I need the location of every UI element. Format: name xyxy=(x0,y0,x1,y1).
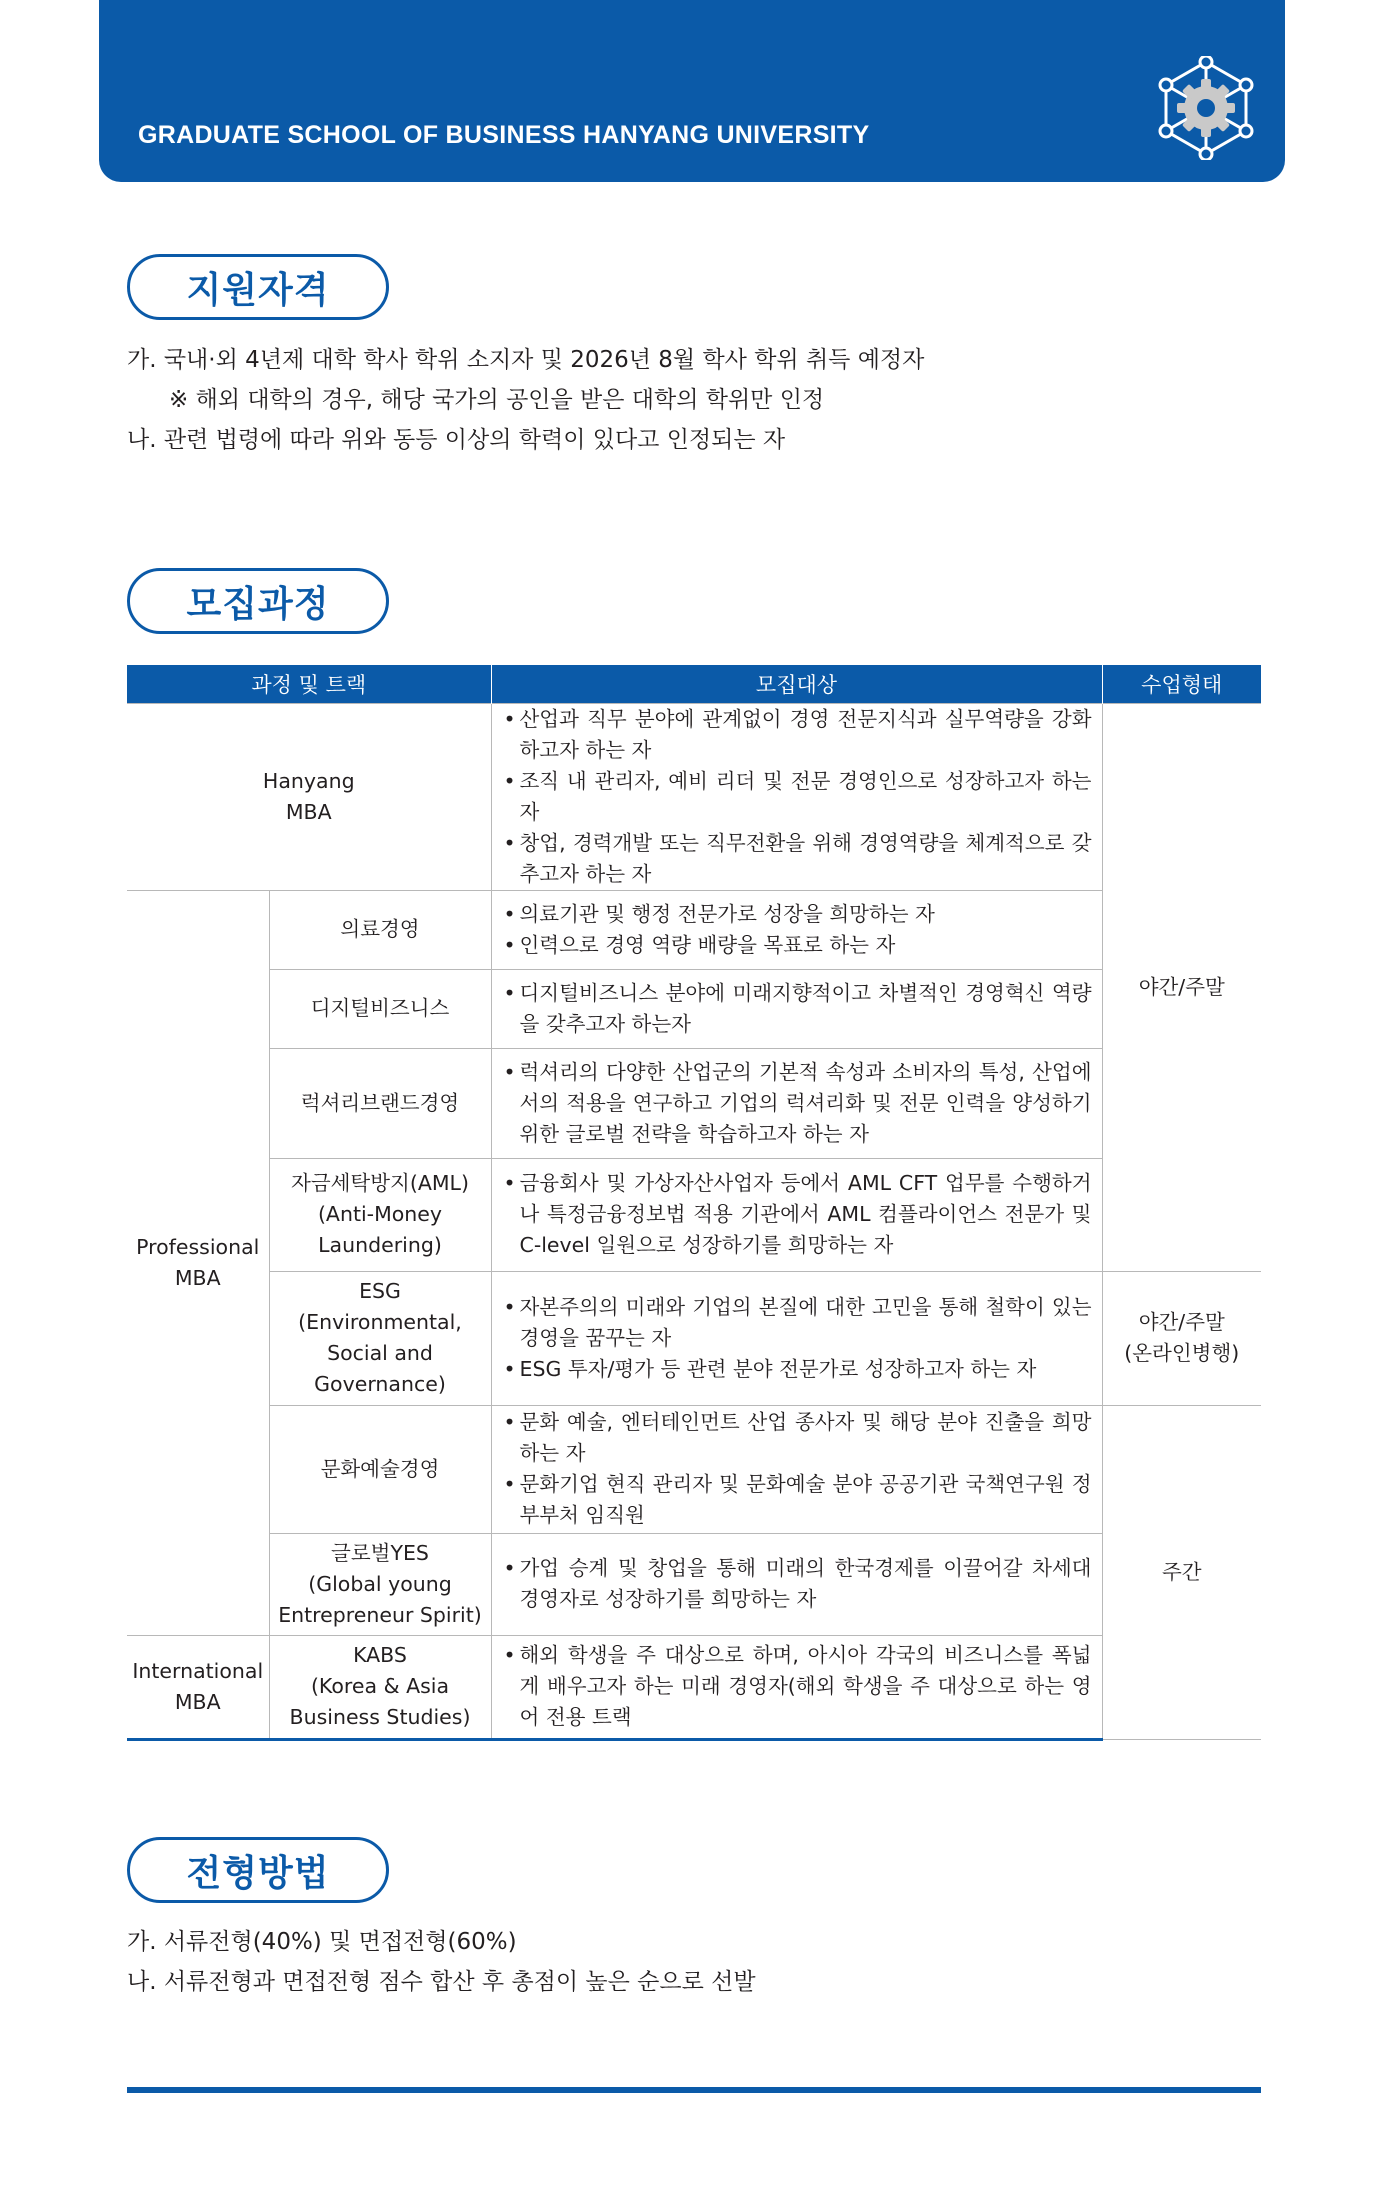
track-cell: 의료경영 xyxy=(269,890,491,969)
section-title-eligibility xyxy=(127,254,389,320)
header-course-track: 과정 및 트랙 xyxy=(127,665,491,703)
section-title-programs xyxy=(127,568,389,634)
table-row xyxy=(127,1635,1261,1739)
eligibility-line-a: 가. 국내·외 4년제 대학 학사 학위 소지자 및 2026년 8월 학사 학위 취득 예정자 xyxy=(127,347,925,373)
target-cell: • 해외 학생을 주 대상으로 하며, 아시아 각국의 비즈니스를 폭넓게 배우고자 하는 미래 경영자(해외 학생을 주 대상으로 하는 영어 전용 트랙 xyxy=(491,1635,1102,1739)
selection-text xyxy=(127,1922,756,2002)
target-cell: • 산업과 직무 분야에 관계없이 경영 전문지식과 실무역량을 강화하고자 하는 자 • 조직 내 관리자, 예비 리더 및 전문 경영인으로 성장하고자 하는 자 • 창업, 경력개발 또는 직무전환을 위해 경영역량을 체계적으로 갖추고자 하는 자 xyxy=(491,703,1102,890)
table-row xyxy=(127,1533,1261,1635)
target-cell: • 의료기관 및 행정 전문가로 성장을 희망하는 자 • 인력으로 경영 역량 배량을 목표로 하는 자 xyxy=(491,890,1102,969)
format-daytime: 주간 xyxy=(1102,1405,1261,1739)
program-professional-mba: Professional MBA xyxy=(127,890,269,1635)
track-cell: ESG (Environmental, Social and Governance) xyxy=(269,1271,491,1405)
selection-line-b: 나. 서류전형과 면접전형 점수 합산 후 총점이 높은 순으로 선발 xyxy=(127,1969,756,1995)
eligibility-line-b: 나. 관련 법령에 따라 위와 동등 이상의 학력이 있다고 인정되는 자 xyxy=(127,427,786,453)
selection-line-a: 가. 서류전형(40%) 및 면접전형(60%) xyxy=(127,1929,517,1955)
track-cell: 디지털비즈니스 xyxy=(269,969,491,1048)
table-header-row xyxy=(127,665,1261,703)
programs-table xyxy=(127,665,1261,1741)
table-row xyxy=(127,1158,1261,1271)
table-row xyxy=(127,703,1261,890)
track-cell: KABS (Korea & Asia Business Studies) xyxy=(269,1635,491,1739)
track-cell: 럭셔리브랜드경영 xyxy=(269,1048,491,1158)
table-row xyxy=(127,890,1261,969)
target-cell: • 문화 예술, 엔터테인먼트 산업 종사자 및 해당 분야 진출을 희망하는 자 • 문화기업 현직 관리자 및 문화예술 분야 공공기관 국책연구원 정부부처 임직원 xyxy=(491,1405,1102,1533)
track-cell: 문화예술경영 xyxy=(269,1405,491,1533)
gear-network-icon xyxy=(1154,56,1258,160)
track-cell: 자금세탁방지(AML) (Anti-Money Laundering) xyxy=(269,1158,491,1271)
section-title-text: 모집과정 xyxy=(186,583,330,625)
target-cell: • 럭셔리의 다양한 산업군의 기본적 속성과 소비자의 특성, 산업에서의 적용을 연구하고 기업의 럭셔리화 및 전문 인력을 양성하기 위한 글로벌 전략을 학습하고자 하는 자 xyxy=(491,1048,1102,1158)
header-format: 수업형태 xyxy=(1102,665,1261,703)
eligibility-note: ※ 해외 대학의 경우, 해당 국가의 공인을 받은 대학의 학위만 인정 xyxy=(169,387,825,413)
target-cell: • 디지털비즈니스 분야에 미래지향적이고 차별적인 경영혁신 역량을 갖추고자 하는자 xyxy=(491,969,1102,1048)
header-target: 모집대상 xyxy=(491,665,1102,703)
section-title-selection xyxy=(127,1837,389,1903)
table-row xyxy=(127,969,1261,1048)
target-cell: • 가업 승계 및 창업을 통해 미래의 한국경제를 이끌어갈 차세대 경영자로 성장하기를 희망하는 자 xyxy=(491,1533,1102,1635)
footer-divider xyxy=(127,2087,1261,2093)
table-row xyxy=(127,1405,1261,1533)
target-cell: • 자본주의의 미래와 기업의 본질에 대한 고민을 통해 철학이 있는 경영을 꿈꾸는 자 • ESG 투자/평가 등 관련 분야 전문가로 성장하고자 하는 자 xyxy=(491,1271,1102,1405)
target-cell: • 금융회사 및 가상자산사업자 등에서 AML CFT 업무를 수행하거나 특정금융정보법 적용 기관에서 AML 컴플라이언스 전문가 및 C-level 일원으로 성장하기를 희망하는 자 xyxy=(491,1158,1102,1271)
table-row xyxy=(127,1048,1261,1158)
program-hanyang-mba: Hanyang MBA xyxy=(127,703,491,890)
table-row xyxy=(127,1271,1261,1405)
format-evening-weekend: 야간/주말 xyxy=(1102,703,1261,1271)
track-cell: 글로벌YES (Global young Entrepreneur Spirit) xyxy=(269,1533,491,1635)
section-title-text: 전형방법 xyxy=(186,1852,330,1894)
section-title-text: 지원자격 xyxy=(186,269,330,311)
eligibility-text xyxy=(127,340,924,460)
format-evening-weekend-online: 야간/주말 (온라인병행) xyxy=(1102,1271,1261,1405)
header-title: GRADUATE SCHOOL OF BUSINESS HANYANG UNIVERSITY xyxy=(138,121,870,149)
program-international-mba: International MBA xyxy=(127,1635,269,1739)
header-banner xyxy=(99,0,1285,182)
